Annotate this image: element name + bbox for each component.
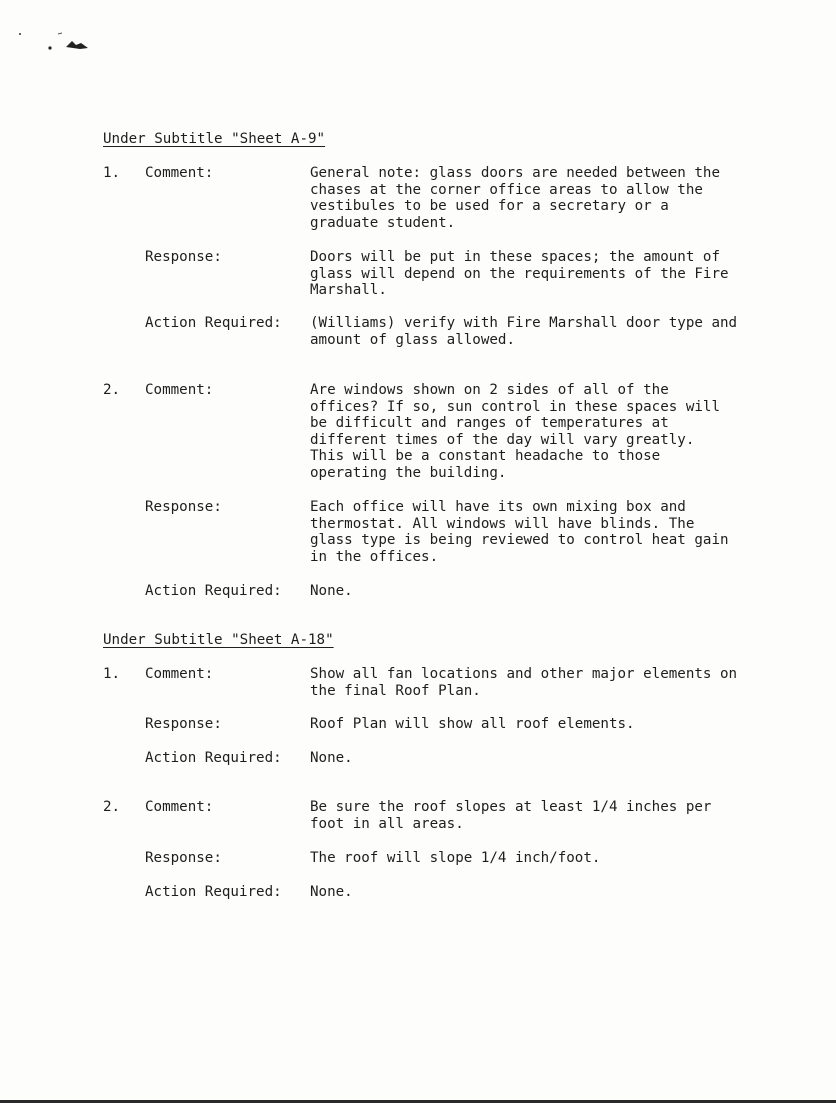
comment-text: Show all fan locations and other major elements on the final Roof Plan. [310, 666, 738, 699]
comment-label: Comment: [145, 799, 214, 815]
section-heading-sheet-a18: Under Subtitle "Sheet A-18" [103, 632, 334, 648]
comment-text: General note: glass doors are needed between the chases at the corner office areas to allow the vestibules to be used for a secretary or a graduate student. [310, 165, 720, 231]
action-required-label: Action Required: [145, 315, 282, 331]
action-required-label: Action Required: [145, 750, 282, 766]
item-number: 2. [103, 799, 121, 815]
action-required-text: None. [310, 750, 353, 766]
response-text: The roof will slope 1/4 inch/foot. [310, 850, 601, 866]
response-label: Response: [145, 716, 222, 732]
comment-text: Are windows shown on 2 sides of all of the offices? If so, sun control in these spaces will be difficult and ranges of temperatures at different times of the day will vary greatly. This will be a constant headache to those operating the building. [310, 382, 720, 481]
comment-label: Comment: [145, 382, 214, 398]
section-heading-sheet-a9: Under Subtitle "Sheet A-9" [103, 131, 326, 147]
action-required-text: None. [310, 884, 353, 900]
action-required-text: None. [310, 583, 353, 599]
action-required-text: (Williams) verify with Fire Marshall door type and amount of glass allowed. [310, 315, 738, 348]
scan-smudge-mark [18, 30, 108, 60]
comment-label: Comment: [145, 666, 214, 682]
action-required-label: Action Required: [145, 884, 282, 900]
response-label: Response: [145, 499, 222, 515]
comment-text: Be sure the roof slopes at least 1/4 inches per foot in all areas. [310, 799, 712, 832]
action-required-label: Action Required: [145, 583, 282, 599]
response-label: Response: [145, 850, 222, 866]
response-text: Doors will be put in these spaces; the amount of glass will depend on the requirements of the Fire Marshall. [310, 249, 729, 299]
item-number: 1. [103, 165, 121, 181]
item-number: 2. [103, 382, 121, 398]
response-label: Response: [145, 249, 222, 265]
comment-label: Comment: [145, 165, 214, 181]
item-number: 1. [103, 666, 121, 682]
response-text: Each office will have its own mixing box and thermostat. All windows will have blinds. The glass type is being reviewed to control heat gain in the offices. [310, 499, 729, 565]
response-text: Roof Plan will show all roof elements. [310, 716, 635, 732]
